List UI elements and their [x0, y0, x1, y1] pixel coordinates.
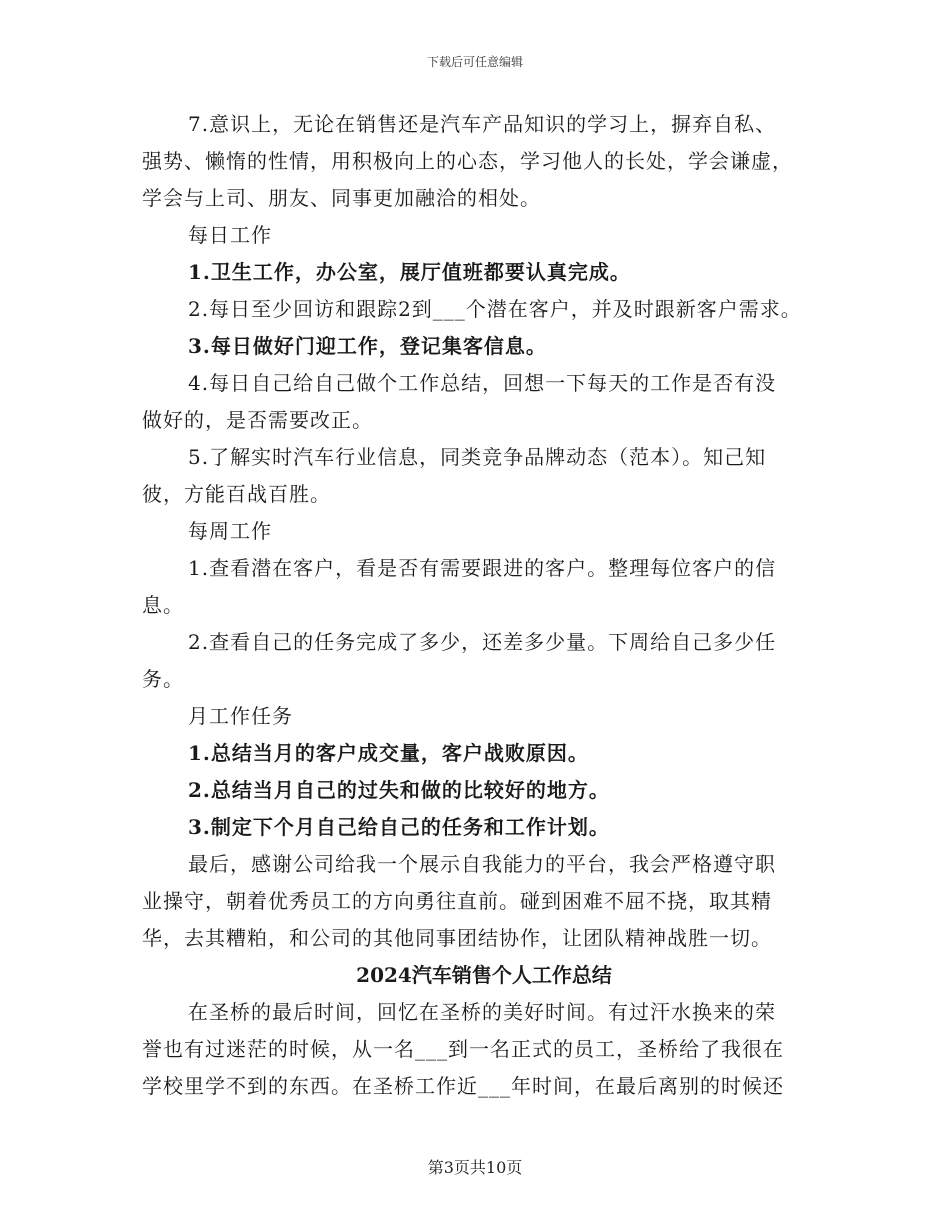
paragraph-line: 强势、懒惰的性情，用积极向上的心态，学习他人的长处，学会谦虚，	[142, 149, 793, 173]
paragraph-line: 1.查看潜在客户，看是否有需要跟进的客户。整理每位客户的信	[188, 556, 777, 580]
paragraph-line: 3.每日做好门迎工作，登记集客信息。	[188, 334, 547, 358]
paragraph-line: 业操守，朝着优秀员工的方向勇往直前。碰到困难不屈不挠，取其精	[142, 889, 772, 913]
page-footer: 第3页共10页	[427, 1158, 523, 1177]
paragraph-line: 2.查看自己的任务完成了多少，还差多少量。下周给自己多少任	[188, 630, 777, 654]
paragraph-line: 2.总结当月自己的过失和做的比较好的地方。	[188, 778, 610, 802]
paragraph-line: 最后，感谢公司给我一个展示自我能力的平台，我会严格遵守职	[188, 852, 776, 876]
paragraph-line: 1.总结当月的客户成交量，客户战败原因。	[188, 741, 589, 765]
paragraph-line: 每周工作	[188, 519, 272, 543]
paragraph-line: 在圣桥的最后时间，回忆在圣桥的美好时间。有过汗水换来的荣	[188, 1000, 776, 1024]
paragraph-line: 华，去其糟粕，和公司的其他同事团结协作，让团队精神战胜一切。	[142, 926, 772, 950]
paragraph-line: 每日工作	[188, 223, 272, 247]
paragraph-line: 学会与上司、朋友、同事更加融洽的相处。	[142, 186, 541, 210]
paragraph-line: 2.每日至少回访和跟踪2到___个潜在客户，并及时跟新客户需求。	[188, 297, 802, 321]
paragraph-line: 彼，方能百战百胜。	[142, 482, 331, 506]
page-header: 下载后可任意编辑	[426, 55, 523, 69]
paragraph-line: 做好的，是否需要改正。	[142, 408, 373, 432]
paragraph-line: 4.每日自己给自己做个工作总结，回想一下每天的工作是否有没	[188, 371, 777, 395]
document-body	[142, 106, 826, 1105]
paragraph-line: 7.意识上，无论在销售还是汽车产品知识的学习上，摒弃自私、	[188, 112, 777, 136]
paragraph-line: 务。	[142, 667, 184, 691]
paragraph-line: 3.制定下个月自己给自己的任务和工作计划。	[188, 815, 610, 839]
paragraph-line: 月工作任务	[188, 704, 293, 728]
paragraph-line: 学校里学不到的东西。在圣桥工作近___年时间，在最后离别的时候还	[142, 1074, 784, 1098]
paragraph-line: 息。	[142, 593, 184, 617]
section-title: 2024汽车销售个人工作总结	[356, 963, 612, 987]
paragraph-line: 1.卫生工作，办公室，展厅值班都要认真完成。	[188, 260, 631, 284]
paragraph-line: 誉也有过迷茫的时候，从一名___到一名正式的员工，圣桥给了我很在	[142, 1037, 784, 1061]
paragraph-line: 5.了解实时汽车行业信息，同类竞争品牌动态（范本）。知己知	[188, 445, 767, 469]
